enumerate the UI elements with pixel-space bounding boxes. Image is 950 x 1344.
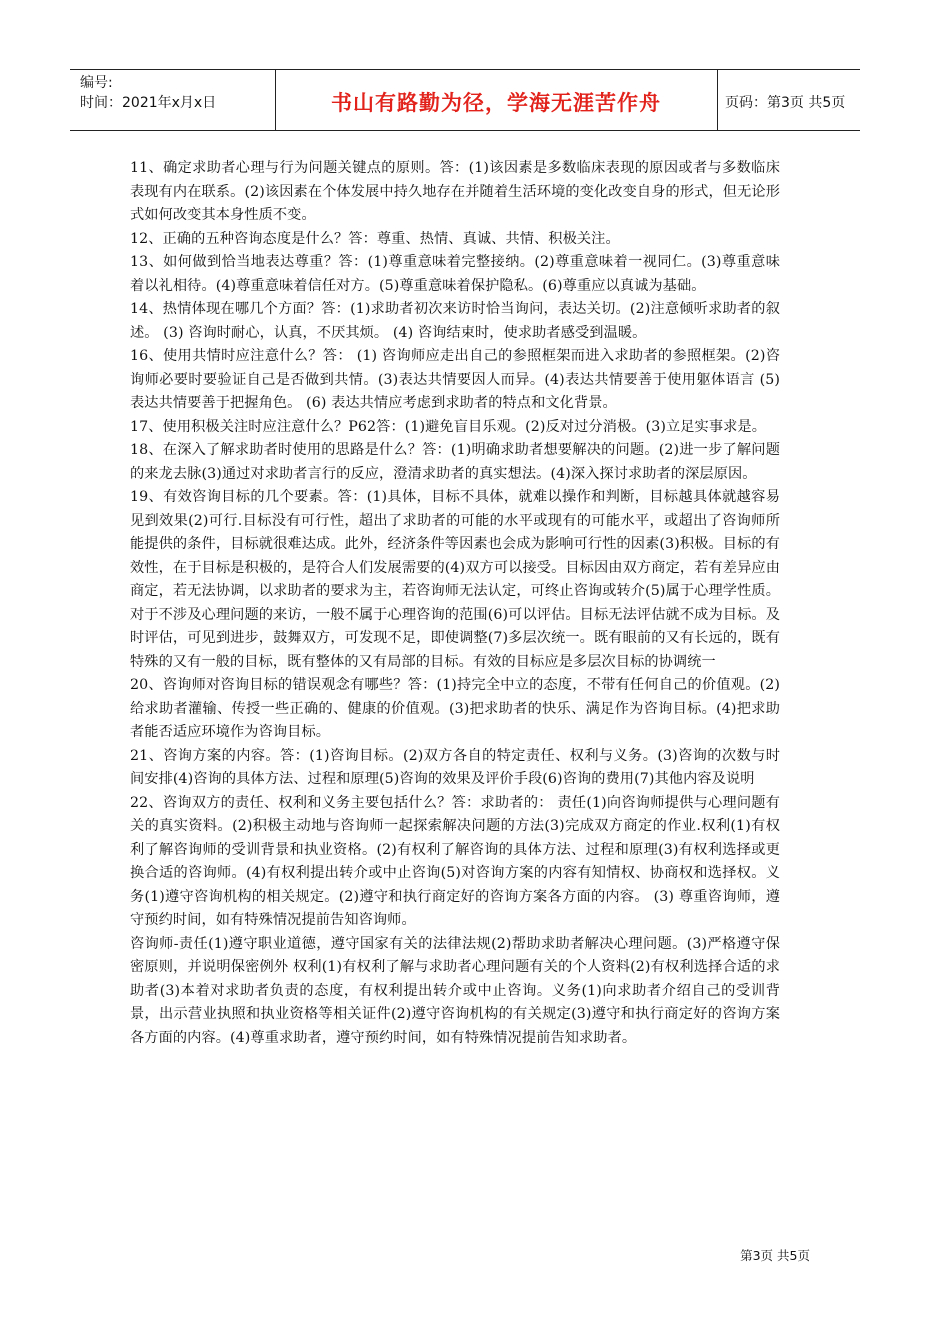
paragraph-q17: 17、使用积极关注时应注意什么？P62答：(1)避免盲目乐观。(2)反对过分消极。(3)立足实事求是。 — [130, 418, 766, 435]
paragraph-counselor: 咨询师-责任(1)遵守职业道德，遵守国家有关的法律法规(2)帮助求助者解决心理问题。(3)严格遵守保密原则，并说明保密例外 权利(1)有权利了解与求助者心理问题有关的个人资料(2)有权利选择合适的求助者(3)本着对求助者负责的态度，有权利提出转介或中止咨询。义务(1)向求助者介绍自己的受训背景，出示营业执照和执业资格等相关证件(2)遵守咨询机构的有关规定(3)遵守和执行商定好的咨询方案各方面的内容。(4)尊重求助者，遵守预约时间，如有特殊情况提前告知求助者。 — [130, 935, 780, 1046]
paragraph-q21: 21、咨询方案的内容。答：(1)咨询目标。(2)双方各自的特定责任、权利与义务。(3)咨询的次数与时间安排(4)咨询的具体方法、过程和原理(5)咨询的效果及评价手段(6)咨询的费用(7)其他内容及说明 — [130, 747, 780, 787]
header-motto: 书山有路勤为径，学海无涯苦作舟 — [331, 91, 661, 115]
document-body — [130, 157, 780, 1050]
header-motto-cell — [275, 70, 718, 130]
paragraph-q13: 13、如何做到恰当地表达尊重？答：(1)尊重意味着完整接纳。(2)尊重意味着一视同仁。(3)尊重意味着以礼相待。(4)尊重意味着信任对方。(5)尊重意味着保护隐私。(6)尊重应以真诚为基础。 — [130, 254, 780, 294]
document-time-label: 时间：2021年x月x日 — [80, 95, 217, 111]
paragraph-q19: 19、有效咨询目标的几个要素。答：(1)具体，目标不具体，就难以操作和判断，目标越具体就越容易见到效果(2)可行.目标没有可行性，超出了求助者的可能的水平或现有的可能水平，或超出了咨询师所能提供的条件，目标就很难达成。此外，经济条件等因素也会成为影响可行性的因素(3)积极。目标的有效性，在于目标是积极的，是符合人们发展需要的(4)双方可以接受。目标因由双方商定，若有差异应由商定，若无法协调，以求助者的要求为主，若咨询师无法认定，可终止咨询或转介(5)属于心理学性质。对于不涉及心理问题的来访，一般不属于心理咨询的范围(6)可以评估。目标无法评估就不成为目标。及时评估，可见到进步，鼓舞双方，可发现不足，即使调整(7)多层次统一。既有眼前的又有长远的，既有特殊的又有一般的目标，既有整体的又有局部的目标。有效的目标应是多层次目标的协调统一 — [130, 489, 780, 670]
header-page-number: 页码：第3页 共5页 — [725, 95, 846, 111]
paragraph-q20: 20、咨询师对咨询目标的错误观念有哪些？答：(1)持完全中立的态度，不带有任何自己的价值观。(2)给求助者灌输、传授一些正确的、健康的价值观。(3)把求助者的快乐、满足作为咨询目标。(4)把求助者能否适应环境作为咨询目标。 — [130, 677, 780, 740]
paragraph-q22: 22、咨询双方的责任、权利和义务主要包括什么？答：求助者的： 责任(1)向咨询师提供与心理问题有关的真实资料。(2)积极主动地与咨询师一起探索解决问题的方法(3)完成双方商定的作业.权利(1)有权利了解咨询师的受训背景和执业资格。(2)有权利了解咨询的具体方法、过程和原理(3)有权利选择或更换合适的咨询师。(4)有权利提出转介或中止咨询(5)对咨询方案的内容有知情权、协商权和选择权。义务(1)遵守咨询机构的相关规定。(2)遵守和执行商定好的咨询方案各方面的内容。 (3) 尊重咨询师，遵守预约时间，如有特殊情况提前告知咨询师。 — [130, 794, 780, 928]
paragraph-q16: 16、使用共情时应注意什么？答： (1) 咨询师应走出自己的参照框架而进入求助者的参照框架。(2)咨询师必要时要验证自己是否做到共情。(3)表达共情要因人而异。(4)表达共情要善于使用躯体语言 (5) 表达共情要善于把握角色。 (6) 表达共情应考虑到求助者的特点和文化背景。 — [130, 348, 780, 411]
page-header — [70, 69, 860, 131]
document-number-label: 编号: — [80, 75, 113, 91]
paragraph-q18: 18、在深入了解求助者时使用的思路是什么？答：(1)明确求助者想要解决的问题。(2)进一步了解问题的来龙去脉(3)通过对求助者言行的反应，澄清求助者的真实想法。(4)深入探讨求助者的深层原因。 — [130, 442, 780, 482]
page-footer-number: 第3页 共5页 — [740, 1248, 810, 1263]
header-page-cell — [717, 70, 860, 130]
paragraph-q11: 11、确定求助者心理与行为问题关键点的原则。答：(1)该因素是多数临床表现的原因或者与多数临床表现有内在联系。(2)该因素在个体发展中持久地存在并随着生活环境的变化改变自身的形式，但无论形式如何改变其本身性质不变。 — [130, 160, 780, 223]
paragraph-q12: 12、正确的五种咨询态度是什么？答：尊重、热情、真诚、共情、积极关注。 — [130, 230, 620, 247]
paragraph-q14: 14、热情体现在哪几个方面？答：(1)求助者初次来访时恰当询问，表达关切。(2)注意倾听求助者的叙述。 (3) 咨询时耐心，认真，不厌其烦。 (4) 咨询结束时，使求助者感受到温暖。 — [130, 301, 780, 341]
header-info-cell — [70, 70, 276, 130]
